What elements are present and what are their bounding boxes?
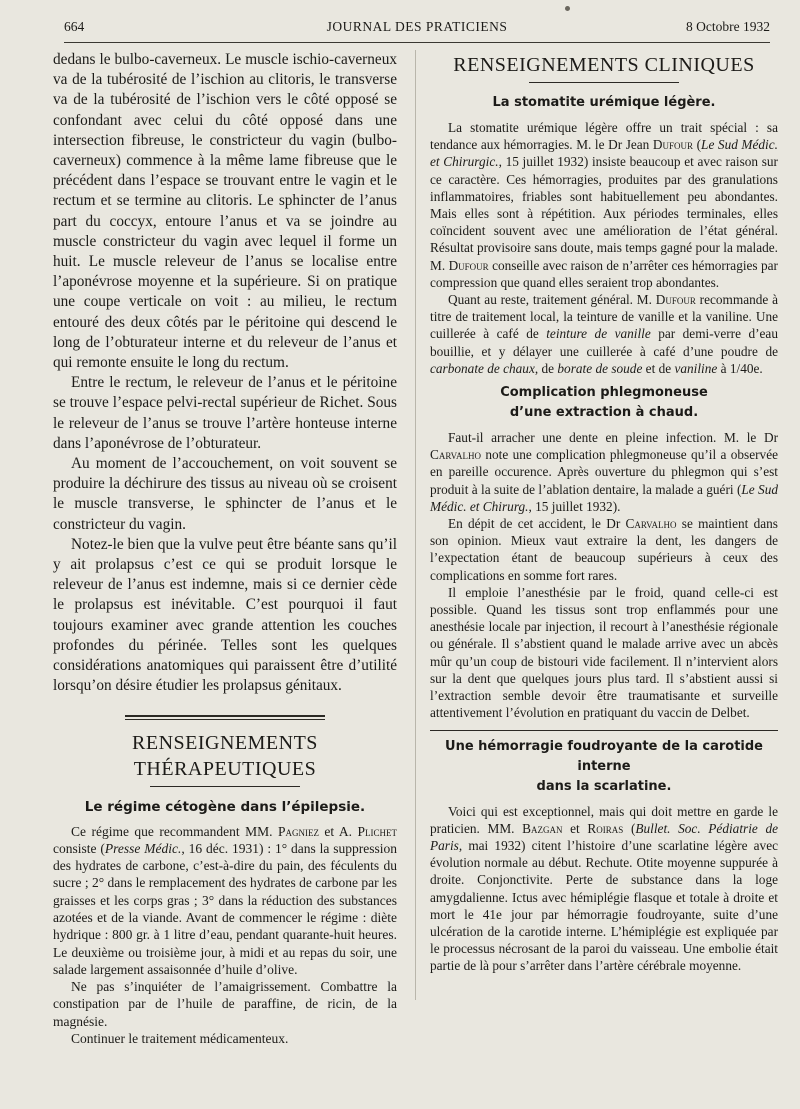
anatomy-paragraph: Au moment de l’accouchement, on voit souvent se produire la déchirure des tissus au niveau où se croisent le muscle transverse, le sphincter de l’anus et le constricteur du vagin. (53, 455, 397, 533)
running-header (64, 16, 770, 43)
anatomy-paragraph: dedans le bulbo-caverneux. Le muscle ischio-caverneux va de la tubérosité de l’ischion au clitoris, le transverse va de la tubérosité de l’ischion vers le côté opposé se confondant avec celui du côté opposé dans une intersection fibreuse, le constricteur du vagin (bulbo-caverneux) commence à la même lame fibreuse que le précédent dans l’espace se trouvant entre le vagin et le rectum et se termine au clitoris. Le sphincter de l’anus part du coccyx, entoure l’anus et va se joindre au muscle constricteur du vagin avec lequel il forme un huit. Le muscle releveur de l’anus se localise entre l’aponévrose moyenne et la supérieure. Si on pratique une coupe verticale on voit : au milieu, le rectum entouré des deux côtés par le péritoine qui descend le long de l’obturateur interne et du releveur de l’anus et qui remonte ensuite le long du rectum. (53, 51, 397, 372)
print-speck (565, 6, 570, 11)
issue-date: 8 Octobre 1932 (686, 19, 770, 34)
article-paragraph: Quant au reste, traitement général. M. Dufour recommande à titre de traitement local, la teinture de vanille et la vaniline. Une cuillerée à café de teinture de vanille par demi-verre d’eau bouillie, et y délayer une cuillerée à café d’une poudre de carbonate de chaux, de borate de soude et de vaniline à 1/40e. (430, 292, 778, 376)
section-underline (150, 786, 300, 787)
column-divider (415, 50, 416, 1000)
article-title: Complication phlegmoneuse d’une extraction à chaud. (500, 385, 708, 421)
section-title-cliniques: RENSEIGNEMENTS CLINIQUES (453, 54, 755, 76)
article-paragraph: Voici qui est exceptionnel, mais qui doit mettre en garde le praticien. MM. Bazgan et Roiras (Bullet. Soc. Pédiatrie de Paris, mai 1932) citent l’histoire d’une scarlatine légère avec évolution normale au début. Rechute. Otite moyenne suppurée à droite. Conjonctivite. Perte de substance dans la loge amygdalienne. Ictus avec hémiplégie flasque et totale à droite et mort le 41e jour par hémorragie foudroyante, suite d’une ulcération de la carotide interne. L’hémiplégie est expliquée par le processus nécrosant de la paroi du vaisseau. Une embolie était partie de là pour s’arrêter dans l’artère cérébrale moyenne. (430, 803, 778, 974)
article-body (53, 823, 397, 1048)
article-paragraph: La stomatite urémique légère offre un trait spécial : sa tendance aux hémorragies. M. le Dr Jean Dufour (Le Sud Médic. et Chirurgic., 15 juillet 1932) insiste beaucoup et avec raison sur ce caractère. Ces hémorragies, produites par des granulations inflammatoires, friables sont habituellement peu abondantes. Mais elles sont à répétition. Aux périodes terminales, elles coïncident souvent avec une amélioration de l’état général. Résultat provisoire sans doute, mais temps gagné pour la malade. M. Dufour conseille avec raison de n’arrêter ces hémorragies par compression que quand elles seraient trop abondantes. (430, 120, 778, 290)
article-paragraph: En dépit de cet accident, le Dr Carvalho se maintient dans son opinion. Mieux vaut extraire la dent, les dangers de l’expectation étant de beaucoup supérieurs à ceux des complications en somme fort rares. (430, 516, 778, 583)
anatomy-paragraph: Entre le rectum, le releveur de l’anus et le péritoine se trouve l’espace pelvi-rectal supérieur de Richet. Sous le releveur de l’anus se trouve l’artère honteuse interne dans l’aponévrose de l’obturateur. (53, 374, 397, 452)
article-paragraph: Continuer le traitement médicamenteux. (71, 1031, 289, 1047)
left-column (53, 50, 397, 1047)
anatomy-paragraph: Notez-le bien que la vulve peut être béante sans qu’il y ait prolapsus c’est ce qui se produit lorsque le releveur de l’anus est indemne, mais si ce dernier cède le prolapsus est inévitable. C’est pourquoi il faut toujours examiner avec grande attention les couches profondes du périnée. Telles sont les quelques considérations anatomiques qui paraissent être d’utilité lorsqu’on désire étudier les prolapsus génitaux. (53, 535, 397, 695)
page-number: 664 (64, 19, 85, 34)
article-paragraph: Ce régime que recommandent MM. Pagniez et A. Plichet consiste (Presse Médic., 16 déc. 1931) : 1° dans la suppression des hydrates de carbone, c’est-à-dire du pain, des féculents du sucre ; 2° dans le remplacement des hydrates de carbone par les graisses et les corps gras ; 3° dans la réduction des substances azotées et de la viande. Avant de commencer le régime : diète hydrique : 800 gr. à 1 litre d’eau, pendant quarante-huit heures. Le deuxième ou troisième jour, à midi et au repas du soir, une salade largement assaisonnée d’huile d’olive. (53, 823, 397, 977)
section-rule (125, 715, 325, 720)
journal-title: JOURNAL DES PRATICIENS (326, 19, 508, 34)
article-title: Le régime cétogène dans l’épilepsie. (84, 798, 366, 815)
article-paragraph: Il emploie l’anesthésie par le froid, quand celle-ci est possible. Quand les tissus sont trop enflammés pour une anesthésie locale par injection, il recourt à l’anesthésie régionale ou générale. Il s’abstient quand le malade arrive avec un abcès mûr qu’un coup de bistouri vide facilement. Il n’intervient alors sur la dent que quelques jours plus tard. Il s’abstient aussi si l’extraction semble devoir être traumatisante et surveille attentivement l’évolution en pratiquant du vaccin de Delbet. (430, 584, 778, 721)
article-title: Une hémorragie foudroyante de la carotide interne dans la scarlatine. (445, 738, 763, 794)
right-column (430, 50, 778, 975)
section-underline (529, 82, 679, 83)
article-title: La stomatite urémique légère. (492, 95, 716, 110)
article-paragraph: Ne pas s’inquiéter de l’amaigrissement. Combattre la constipation par de l’huile de paraffine, de ricin, de la magnésie. (53, 979, 397, 1029)
section-title-therapeutiques: RENSEIGNEMENTS THÉRAPEUTIQUES (132, 731, 318, 780)
article-paragraph: Faut-il arracher une dente en pleine infection. M. le Dr Carvalho note une complication phlegmoneuse qu’il a observée en pareille occurence. Après ouverture du phlegmon qui s’est produit à la suite de l’ablation dentaire, la malade a guéri (Le Sud Médic. et Chirurg., 15 juillet 1932). (430, 430, 778, 514)
article-separator (430, 730, 778, 731)
